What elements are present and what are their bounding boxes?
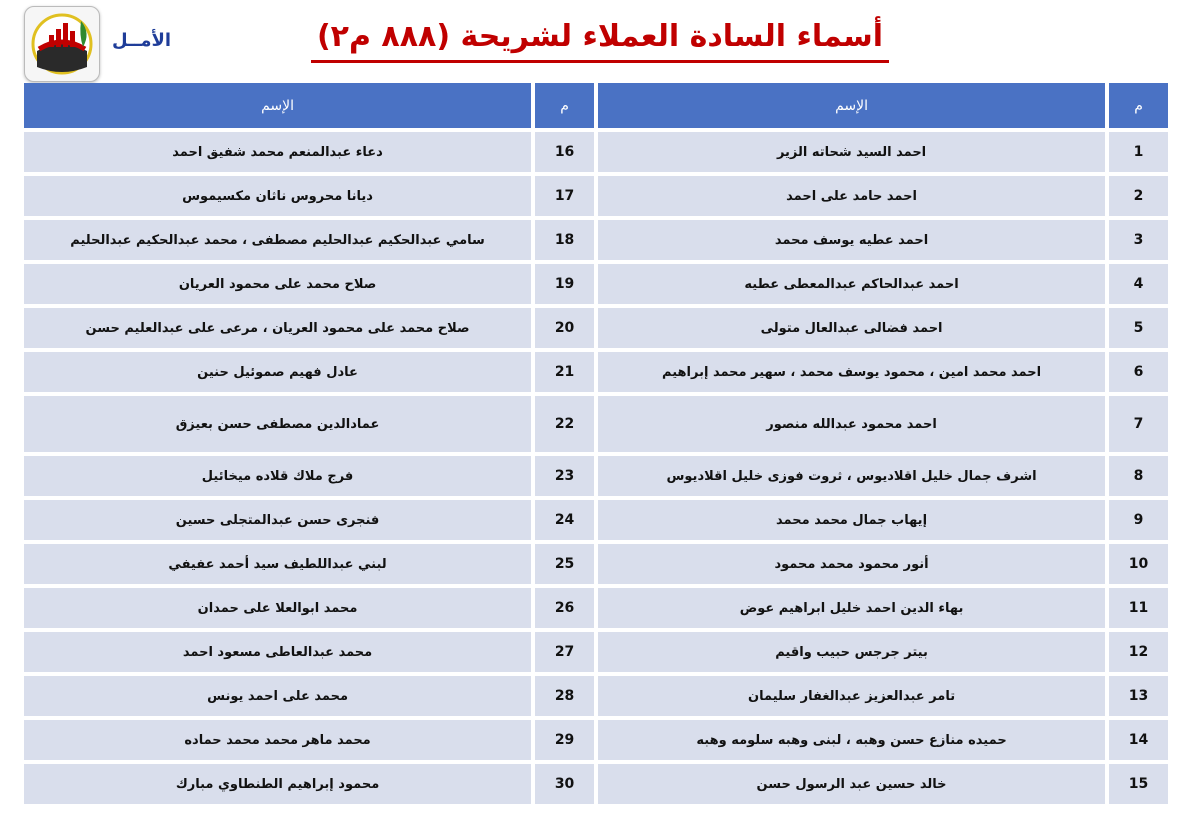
client-name: ديانا محروس ناثان مكسيموس	[24, 176, 531, 216]
column-header-number: م	[535, 83, 594, 128]
table-row	[24, 720, 1168, 760]
row-number: 13	[1109, 676, 1168, 716]
client-name: بيتر جرجس حبيب واقيم	[598, 632, 1105, 672]
client-name: احمد السيد شحاته الزير	[598, 132, 1105, 172]
table-row	[24, 632, 1168, 672]
client-name: اشرف جمال خليل اقلاديوس ، ثروت فوزى خليل اقلاديوس	[598, 456, 1105, 496]
row-number: 16	[535, 132, 594, 172]
client-name: محمد ماهر محمد محمد حماده	[24, 720, 531, 760]
row-number: 7	[1109, 396, 1168, 452]
table-row	[24, 588, 1168, 628]
table-row	[24, 676, 1168, 716]
client-name: تامر عبدالعزيز عبدالغفار سليمان	[598, 676, 1105, 716]
client-name: احمد محمود عبدالله منصور	[598, 396, 1105, 452]
row-number: 19	[535, 264, 594, 304]
row-number: 29	[535, 720, 594, 760]
client-name: لبني عبداللطيف سيد أحمد عفيفي	[24, 544, 531, 584]
table-row	[24, 308, 1168, 348]
client-name: دعاء عبدالمنعم محمد شفيق احمد	[24, 132, 531, 172]
client-name: بهاء الدين احمد خليل ابراهيم عوض	[598, 588, 1105, 628]
client-name: إيهاب جمال محمد محمد	[598, 500, 1105, 540]
client-name: صلاح محمد على محمود العريان ، مرعى على عبدالعليم حسن	[24, 308, 531, 348]
table-row	[24, 456, 1168, 496]
table-header-row	[24, 83, 1168, 128]
client-name: فرج ملاك قلاده ميخائيل	[24, 456, 531, 496]
row-number: 23	[535, 456, 594, 496]
page-title-text: أسماء السادة العملاء لشريحة (٨٨٨ م٢)	[311, 14, 889, 63]
row-number: 12	[1109, 632, 1168, 672]
row-number: 25	[535, 544, 594, 584]
client-name: احمد محمد امين ، محمود يوسف محمد ، سهير محمد إبراهيم	[598, 352, 1105, 392]
client-name: احمد عطيه يوسف محمد	[598, 220, 1105, 260]
client-name: محمد على احمد يونس	[24, 676, 531, 716]
al-amal-logo-icon	[24, 6, 100, 82]
row-number: 24	[535, 500, 594, 540]
client-name: صلاح محمد على محمود العريان	[24, 264, 531, 304]
table-row	[24, 396, 1168, 452]
clients-table	[24, 83, 1176, 804]
table-row	[24, 132, 1168, 172]
row-number: 28	[535, 676, 594, 716]
page-title	[300, 14, 900, 70]
row-number: 2	[1109, 176, 1168, 216]
table-row	[24, 264, 1168, 304]
row-number: 30	[535, 764, 594, 804]
row-number: 27	[535, 632, 594, 672]
table-row	[24, 544, 1168, 584]
row-number: 21	[535, 352, 594, 392]
column-header-name: الإسم	[24, 83, 531, 128]
client-name: خالد حسين عبد الرسول حسن	[598, 764, 1105, 804]
client-name: فنجرى حسن عبدالمتجلى حسين	[24, 500, 531, 540]
row-number: 1	[1109, 132, 1168, 172]
row-number: 14	[1109, 720, 1168, 760]
table-row	[24, 220, 1168, 260]
client-name: سامي عبدالحكيم عبدالحليم مصطفى ، محمد عبدالحكيم عبدالحليم	[24, 220, 531, 260]
table-row	[24, 764, 1168, 804]
client-name: محمد ابوالعلا على حمدان	[24, 588, 531, 628]
row-number: 6	[1109, 352, 1168, 392]
row-number: 8	[1109, 456, 1168, 496]
row-number: 22	[535, 396, 594, 452]
table-row	[24, 176, 1168, 216]
row-number: 15	[1109, 764, 1168, 804]
row-number: 3	[1109, 220, 1168, 260]
client-name: محمد عبدالعاطى مسعود احمد	[24, 632, 531, 672]
client-name: احمد حامد على احمد	[598, 176, 1105, 216]
client-name: عادل فهيم صموئيل حنين	[24, 352, 531, 392]
row-number: 11	[1109, 588, 1168, 628]
row-number: 18	[535, 220, 594, 260]
client-name: أنور محمود محمد محمود	[598, 544, 1105, 584]
client-name: عمادالدين مصطفى حسن بعيزق	[24, 396, 531, 452]
row-number: 9	[1109, 500, 1168, 540]
table-row	[24, 500, 1168, 540]
table-row	[24, 352, 1168, 392]
client-name: حميده منازع حسن وهبه ، لبنى وهبه سلومه وهبه	[598, 720, 1105, 760]
client-name: احمد فضالى عبدالعال متولى	[598, 308, 1105, 348]
row-number: 5	[1109, 308, 1168, 348]
brand-name: الأمــل	[112, 30, 172, 51]
row-number: 17	[535, 176, 594, 216]
row-number: 4	[1109, 264, 1168, 304]
row-number: 10	[1109, 544, 1168, 584]
client-name: محمود إبراهيم الطنطاوي مبارك	[24, 764, 531, 804]
column-header-number: م	[1109, 83, 1168, 128]
client-name: احمد عبدالحاكم عبدالمعطى عطيه	[598, 264, 1105, 304]
row-number: 26	[535, 588, 594, 628]
row-number: 20	[535, 308, 594, 348]
column-header-name: الإسم	[598, 83, 1105, 128]
